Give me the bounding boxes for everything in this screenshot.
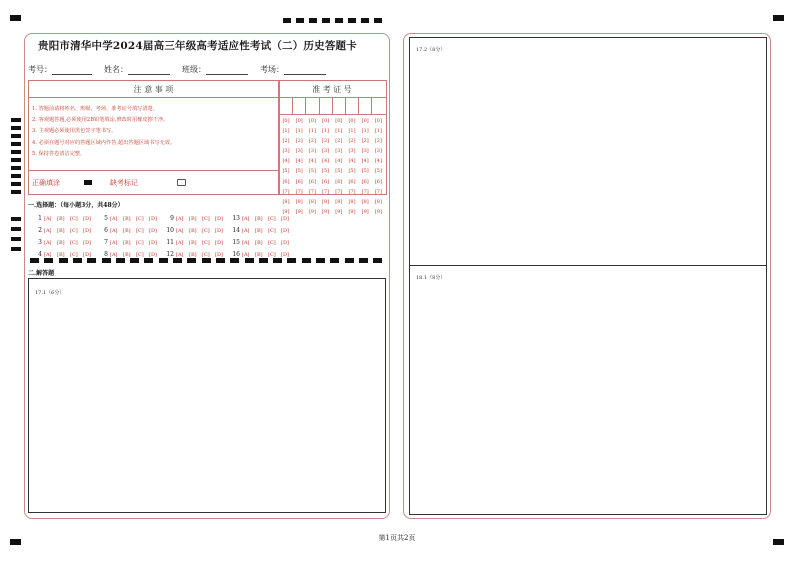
digit-bubble[interactable]: [1] (361, 128, 369, 135)
digit-bubble[interactable]: [6] (374, 178, 382, 185)
option-bubble[interactable]: [A] (44, 216, 52, 222)
timing-mark (11, 217, 21, 221)
digit-bubble[interactable]: [4] (335, 158, 343, 165)
digit-bubble[interactable]: [9] (282, 208, 290, 215)
option-bubble[interactable]: [D] (281, 216, 289, 222)
digit-bubble[interactable]: [1] (348, 128, 356, 135)
digit-bubble[interactable]: [6] (282, 178, 290, 185)
question-number: 3 (38, 239, 42, 246)
option-bubble[interactable]: [A] (44, 228, 52, 234)
digit-bubble[interactable]: [9] (295, 208, 303, 215)
option-bubble[interactable]: [A] (176, 252, 184, 258)
option-bubble[interactable]: [B] (123, 240, 131, 246)
digit-bubble[interactable]: [5] (361, 168, 369, 175)
digit-bubble[interactable]: [0] (335, 118, 343, 124)
choice-row (231, 237, 294, 249)
option-bubble[interactable]: [D] (215, 216, 223, 222)
option-bubble[interactable]: [D] (281, 252, 289, 258)
option-bubble[interactable]: [A] (176, 240, 184, 246)
option-bubble[interactable]: [C] (136, 240, 144, 246)
option-bubble[interactable]: [D] (281, 228, 289, 234)
timing-mark (348, 18, 356, 23)
digit-bubble[interactable]: [4] (348, 158, 356, 165)
timing-mark (11, 126, 21, 130)
option-bubble[interactable]: [B] (189, 252, 197, 258)
digit-bubble[interactable]: [0] (322, 118, 330, 124)
correct-fill-sample (84, 180, 92, 185)
option-bubble[interactable]: [B] (57, 228, 65, 234)
option-bubble[interactable]: [B] (189, 228, 197, 234)
digit-bubble[interactable]: [0] (282, 118, 290, 124)
digit-bubble[interactable]: [6] (295, 178, 303, 185)
choice-row (165, 249, 228, 261)
digit-bubble[interactable]: [1] (295, 128, 303, 135)
option-bubble[interactable]: [D] (83, 252, 91, 258)
question-label-18-1: 18.1（8分） (416, 275, 446, 281)
absent-mark-label: 缺考标记 (110, 179, 138, 187)
option-bubble[interactable]: [B] (123, 216, 131, 222)
digit-bubble[interactable]: [2] (374, 138, 382, 145)
digit-bubble[interactable]: [7] (335, 188, 343, 195)
question-label-17-2: 17.2（8分） (416, 47, 446, 53)
digit-bubble[interactable]: [6] (322, 178, 330, 185)
option-bubble[interactable]: [D] (215, 252, 223, 258)
digit-bubble[interactable]: [3] (348, 148, 356, 155)
option-bubble[interactable]: [A] (242, 252, 250, 258)
choice-block (99, 213, 162, 261)
digit-bubble[interactable]: [2] (322, 138, 330, 145)
option-bubble[interactable]: [C] (70, 252, 78, 258)
choice-row (33, 249, 96, 261)
option-bubble[interactable]: [D] (149, 252, 157, 258)
option-bubble[interactable]: [B] (57, 240, 65, 246)
digit-bubble[interactable]: [7] (322, 188, 330, 195)
digit-bubble[interactable]: [5] (374, 168, 382, 175)
question-number: 5 (104, 215, 108, 222)
option-bubble[interactable]: [A] (242, 240, 250, 246)
student-info-fields (28, 64, 338, 75)
option-bubble[interactable]: [C] (268, 252, 276, 258)
corner-mark-top-right (773, 15, 784, 21)
answer-box-17-1[interactable] (28, 278, 386, 513)
field-label: 考号： (28, 65, 52, 74)
digit-bubble[interactable]: [8] (295, 198, 303, 205)
digit-bubble[interactable]: [1] (282, 128, 290, 135)
digit-bubble[interactable]: [1] (335, 128, 343, 135)
choice-row (99, 249, 162, 261)
option-bubble[interactable]: [A] (110, 216, 118, 222)
field-label: 考场： (260, 65, 284, 74)
digit-bubble[interactable]: [9] (335, 208, 343, 215)
page-title: 贵阳市清华中学2024届高三年级高考适应性考试（二）历史答题卡 (38, 40, 357, 52)
digit-bubble[interactable]: [2] (335, 138, 343, 145)
option-bubble[interactable]: [C] (202, 252, 210, 258)
choice-row (165, 237, 228, 249)
question-number: 6 (104, 227, 108, 234)
choice-row (99, 237, 162, 249)
option-bubble[interactable]: [D] (281, 240, 289, 246)
digit-bubble[interactable]: [4] (361, 158, 369, 165)
correct-fill-label: 正确填涂 (32, 179, 60, 187)
digit-bubble[interactable]: [6] (348, 178, 356, 185)
timing-mark (296, 18, 304, 23)
choice-row (165, 213, 228, 225)
question-number: 2 (38, 227, 42, 234)
digit-bubble[interactable]: [0] (295, 118, 303, 124)
option-bubble[interactable]: [A] (176, 216, 184, 222)
question-number: 1 (38, 215, 42, 222)
digit-bubble[interactable]: [7] (308, 188, 316, 195)
exam-id-digit-column[interactable] (372, 116, 384, 217)
notice-heading: 注 意 事 项 (133, 85, 174, 94)
digit-bubble[interactable]: [9] (374, 208, 382, 215)
digit-bubble[interactable]: [1] (322, 128, 330, 135)
question-label-17-1: 17.1（6分） (35, 290, 65, 296)
timing-mark (11, 166, 21, 170)
choice-block (33, 213, 96, 261)
digit-bubble[interactable]: [1] (374, 128, 382, 135)
option-bubble[interactable]: [B] (189, 216, 197, 222)
digit-bubble[interactable]: [6] (335, 178, 343, 185)
digit-bubble[interactable]: [5] (322, 168, 330, 175)
question-number: 13 (232, 215, 240, 222)
exam-id-digit-column[interactable] (359, 116, 371, 217)
question-number: 4 (38, 251, 42, 258)
corner-mark-top-left (10, 15, 21, 21)
option-bubble[interactable]: [C] (70, 240, 78, 246)
digit-bubble[interactable]: [8] (308, 198, 316, 205)
digit-bubble[interactable]: [2] (361, 138, 369, 145)
digit-bubble[interactable]: [9] (322, 208, 330, 215)
digit-bubble[interactable]: [5] (295, 168, 303, 175)
option-bubble[interactable]: [B] (255, 252, 263, 258)
option-bubble[interactable]: [B] (57, 252, 65, 258)
digit-bubble[interactable]: [9] (308, 208, 316, 215)
digit-bubble[interactable]: [5] (348, 168, 356, 175)
choice-row (231, 213, 294, 225)
question-number: 15 (232, 239, 240, 246)
choice-row (99, 213, 162, 225)
option-bubble[interactable]: [C] (268, 240, 276, 246)
option-bubble[interactable]: [C] (70, 228, 78, 234)
digit-bubble[interactable]: [4] (282, 158, 290, 165)
option-bubble[interactable]: [C] (268, 228, 276, 234)
timing-mark (283, 18, 291, 23)
timing-mark (11, 227, 21, 231)
exam-id-digit-column[interactable] (293, 116, 305, 217)
digit-bubble[interactable]: [3] (308, 148, 316, 155)
option-bubble[interactable]: [A] (44, 240, 52, 246)
digit-bubble[interactable]: [2] (282, 138, 290, 145)
field-label: 姓名： (104, 65, 128, 74)
option-bubble[interactable]: [D] (83, 228, 91, 234)
option-bubble[interactable]: [C] (136, 216, 144, 222)
subjective-heading: 二.解答题 (28, 270, 55, 277)
digit-bubble[interactable]: [8] (282, 198, 290, 205)
timing-mark (11, 118, 21, 122)
option-bubble[interactable]: [D] (149, 216, 157, 222)
exam-id-digit-column[interactable] (346, 116, 358, 217)
exam-id-heading: 准 考 证 号 (312, 85, 352, 94)
notice-item: 1. 答题前请将姓名、班级、考场、准考证号填写清楚。 (32, 106, 158, 112)
digit-bubble[interactable]: [6] (308, 178, 316, 185)
timing-mark (11, 142, 21, 146)
digit-bubble[interactable]: [7] (361, 188, 369, 195)
option-bubble[interactable]: [B] (189, 240, 197, 246)
digit-bubble[interactable]: [2] (308, 138, 316, 145)
timing-mark (361, 18, 369, 23)
timing-mark (322, 18, 330, 23)
option-bubble[interactable]: [D] (83, 216, 91, 222)
answer-box-17-2[interactable] (409, 37, 767, 266)
notice-item: 5. 保持答卷清洁完整。 (32, 150, 86, 157)
class-field[interactable] (182, 64, 248, 75)
exam-id-digit-column[interactable] (320, 116, 332, 217)
notice-item: 4. 必须在题号对应的答题区域内作答,超出答题区域书写无效。 (32, 139, 176, 146)
digit-bubble[interactable]: [6] (361, 178, 369, 185)
timing-mark (374, 18, 382, 23)
digit-bubble[interactable]: [0] (374, 118, 382, 124)
digit-bubble[interactable]: [8] (361, 198, 369, 205)
question-number: 12 (166, 251, 174, 258)
timing-mark (11, 134, 21, 138)
exam-id-digit-column[interactable] (306, 116, 318, 217)
option-bubble[interactable]: [D] (215, 240, 223, 246)
option-bubble[interactable]: [B] (123, 252, 131, 258)
option-bubble[interactable]: [C] (268, 216, 276, 222)
digit-bubble[interactable]: [7] (295, 188, 303, 195)
option-bubble[interactable]: [D] (83, 240, 91, 246)
digit-bubble[interactable]: [8] (335, 198, 343, 205)
option-bubble[interactable]: [A] (110, 252, 118, 258)
page-number: 第1页共2页 (378, 534, 416, 542)
name-field[interactable] (104, 64, 170, 75)
option-bubble[interactable]: [C] (70, 216, 78, 222)
option-bubble[interactable]: [A] (242, 216, 250, 222)
exam-id-digit-column[interactable] (280, 116, 292, 217)
digit-bubble[interactable]: [0] (361, 118, 369, 124)
digit-bubble[interactable]: [7] (282, 188, 290, 195)
timing-mark (11, 247, 21, 251)
notice-item: 2. 客观题答题,必须使用2B铅笔填涂,修改时用橡皮擦干净。 (32, 117, 169, 124)
digit-bubble[interactable]: [0] (348, 118, 356, 124)
digit-bubble[interactable]: [2] (348, 138, 356, 145)
digit-bubble[interactable]: [4] (308, 158, 316, 165)
timing-mark (11, 158, 21, 162)
choice-heading: 一.选择题：（每小题3分，共48分） (28, 202, 124, 209)
exam-number-field[interactable] (28, 64, 92, 75)
option-bubble[interactable]: [C] (136, 252, 144, 258)
timing-mark (11, 150, 21, 154)
question-number: 7 (104, 239, 108, 246)
digit-bubble[interactable]: [7] (374, 188, 382, 195)
question-number: 8 (104, 251, 108, 258)
digit-bubble[interactable]: [9] (348, 208, 356, 215)
choice-block (231, 213, 294, 261)
choice-row (231, 225, 294, 237)
timing-mark (309, 18, 317, 23)
option-bubble[interactable]: [B] (255, 240, 263, 246)
option-bubble[interactable]: [A] (110, 240, 118, 246)
digit-bubble[interactable]: [9] (361, 208, 369, 215)
digit-bubble[interactable]: [2] (295, 138, 303, 145)
option-bubble[interactable]: [D] (215, 228, 223, 234)
answer-box-18-1[interactable] (409, 265, 767, 515)
digit-bubble[interactable]: [4] (295, 158, 303, 165)
choice-row (231, 249, 294, 261)
notice-item: 3. 主观题必须使用黑色签字笔书写。 (32, 128, 117, 135)
field-label: 班级： (182, 65, 206, 74)
digit-bubble[interactable]: [8] (322, 198, 330, 205)
question-number: 10 (166, 227, 174, 234)
digit-bubble[interactable]: [8] (348, 198, 356, 205)
option-bubble[interactable]: [B] (255, 216, 263, 222)
option-bubble[interactable]: [D] (149, 240, 157, 246)
choice-row (99, 225, 162, 237)
digit-bubble[interactable]: [4] (322, 158, 330, 165)
notice-list (32, 104, 175, 160)
option-bubble[interactable]: [A] (242, 228, 250, 234)
choice-row (33, 237, 96, 249)
option-bubble[interactable]: [C] (202, 216, 210, 222)
digit-bubble[interactable]: [3] (282, 148, 290, 155)
option-bubble[interactable]: [D] (149, 228, 157, 234)
option-bubble[interactable]: [C] (202, 228, 210, 234)
choice-row (33, 213, 96, 225)
digit-bubble[interactable]: [3] (374, 148, 382, 155)
digit-bubble[interactable]: [7] (348, 188, 356, 195)
choice-block (165, 213, 228, 261)
digit-bubble[interactable]: [3] (335, 148, 343, 155)
timing-mark (335, 18, 343, 23)
digit-bubble[interactable]: [8] (374, 198, 382, 205)
digit-bubble[interactable]: [3] (322, 148, 330, 155)
absent-mark-checkbox[interactable] (177, 179, 186, 186)
question-number: 11 (166, 239, 174, 246)
option-bubble[interactable]: [B] (255, 228, 263, 234)
choice-row (33, 225, 96, 237)
digit-bubble[interactable]: [5] (282, 168, 290, 175)
question-number: 16 (232, 251, 240, 258)
timing-mark (11, 174, 21, 178)
digit-bubble[interactable]: [3] (295, 148, 303, 155)
digit-bubble[interactable]: [1] (308, 128, 316, 135)
question-number: 9 (170, 215, 174, 222)
digit-bubble[interactable]: [5] (335, 168, 343, 175)
option-bubble[interactable]: [B] (57, 216, 65, 222)
option-bubble[interactable]: [A] (176, 228, 184, 234)
option-bubble[interactable]: [A] (44, 252, 52, 258)
question-number: 14 (232, 227, 240, 234)
option-bubble[interactable]: [A] (110, 228, 118, 234)
timing-mark (11, 237, 21, 241)
exam-id-digit-column[interactable] (333, 116, 345, 217)
timing-mark (11, 190, 21, 194)
digit-bubble[interactable]: [3] (361, 148, 369, 155)
choice-row (165, 225, 228, 237)
exam-room-field[interactable] (260, 64, 326, 75)
timing-mark (11, 182, 21, 186)
digit-bubble[interactable]: [5] (308, 168, 316, 175)
option-bubble[interactable]: [B] (123, 228, 131, 234)
option-bubble[interactable]: [C] (202, 240, 210, 246)
digit-bubble[interactable]: [4] (374, 158, 382, 165)
digit-bubble[interactable]: [0] (308, 118, 316, 124)
option-bubble[interactable]: [C] (136, 228, 144, 234)
